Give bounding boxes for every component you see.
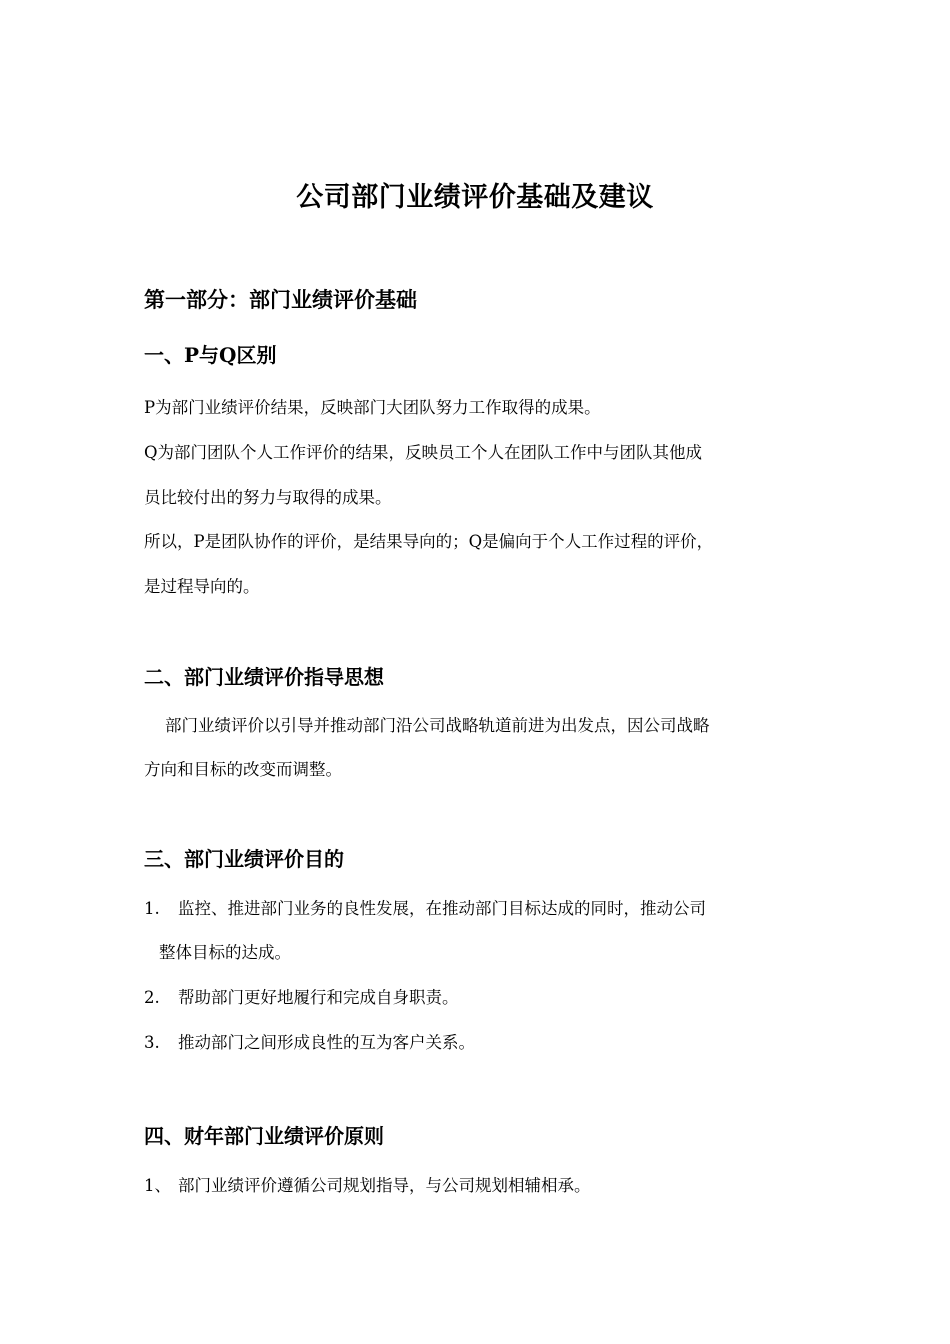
- paragraph-line: 部门业绩评价以引导并推动部门沿公司战略轨道前进为出发点，因公司战略: [165, 716, 710, 735]
- section-one-heading: 一、P与Q区别: [144, 343, 277, 367]
- paragraph-line: 是过程导向的。: [144, 577, 260, 596]
- list-item-number: 1.: [144, 899, 160, 918]
- paragraph-line: P为部门业绩评价结果，反映部门大团队努力工作取得的成果。: [144, 398, 601, 417]
- list-item-number: 1、: [144, 1176, 171, 1195]
- section-three-heading: 三、部门业绩评价目的: [144, 847, 344, 871]
- list-item-number: 2.: [144, 988, 160, 1007]
- paragraph-line: 方向和目标的改变而调整。: [144, 760, 342, 779]
- paragraph-line: 员比较付出的努力与取得的成果。: [144, 488, 392, 507]
- section-two-heading: 二、部门业绩评价指导思想: [144, 665, 384, 689]
- part-one-heading: 第一部分：部门业绩评价基础: [144, 287, 417, 312]
- list-item-number: 3.: [144, 1033, 160, 1052]
- paragraph-line: Q为部门团队个人工作评价的结果，反映员工个人在团队工作中与团队其他成: [144, 443, 703, 462]
- list-item-text: 帮助部门更好地履行和完成自身职责。: [178, 988, 459, 1007]
- document-title: 公司部门业绩评价基础及建议: [296, 182, 654, 213]
- list-item-text: 监控、推进部门业务的良性发展，在推动部门目标达成的同时，推动公司: [178, 899, 706, 918]
- paragraph-line: 所以，P是团队协作的评价，是结果导向的；Q是偏向于个人工作过程的评价，: [144, 532, 714, 551]
- list-item-text: 推动部门之间形成良性的互为客户关系。: [178, 1033, 475, 1052]
- list-item-continuation: 整体目标的达成。: [159, 943, 291, 962]
- section-four-heading: 四、财年部门业绩评价原则: [144, 1124, 384, 1148]
- list-item-text: 部门业绩评价遵循公司规划指导，与公司规划相辅相承。: [178, 1176, 591, 1195]
